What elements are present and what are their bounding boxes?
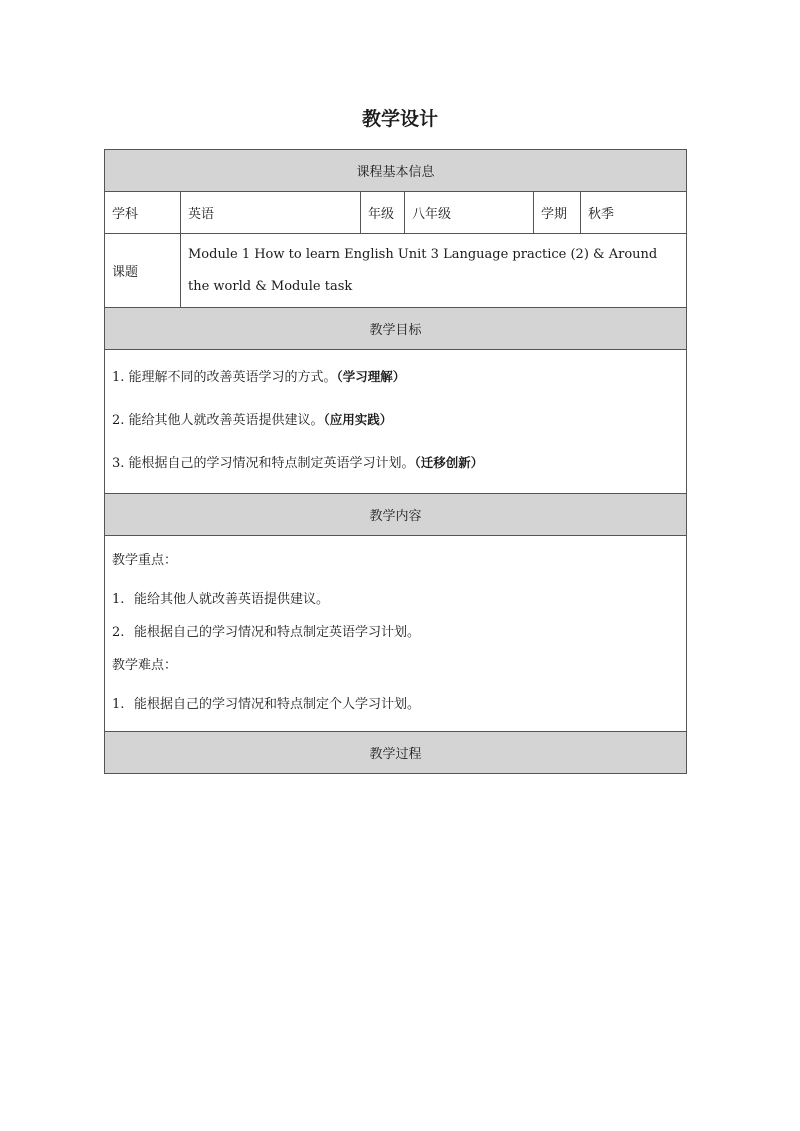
lesson-design-table [104,149,687,774]
info-row [105,192,687,234]
objectives-header-row [105,308,687,350]
difficulty-text: 能根据自己的学习情况和特点制定个人学习计划。 [134,697,421,712]
objective-tag: （学习理解） [336,369,406,384]
term-label: 学期 [534,192,581,234]
basic-info-header: 课程基本信息 [105,150,687,192]
process-header: 教学过程 [105,732,687,774]
objectives-header: 教学目标 [105,308,687,350]
content-body [105,536,687,732]
key-point-number: 2. [112,625,125,640]
key-point-text: 能给其他人就改善英语提供建议。 [134,592,330,607]
key-point-item [112,616,679,649]
key-points-label: 教学重点： [112,553,178,568]
objective-item [112,356,679,399]
objective-item [112,442,679,485]
subject-value: 英语 [181,192,361,234]
difficulty-number: 1. [112,697,125,712]
document-title: 教学设计 [361,108,438,130]
difficulty-item [112,688,679,721]
content-header-row [105,494,687,536]
objective-text: 3. 能根据自己的学习情况和特点制定英语学习计划。 [112,456,415,471]
objective-tag: （应用实践） [323,412,393,427]
grade-value: 八年级 [405,192,534,234]
subject-label: 学科 [105,192,181,234]
key-point-text: 能根据自己的学习情况和特点制定英语学习计划。 [134,625,421,640]
topic-label: 课题 [105,234,181,308]
key-point-number: 1. [112,592,125,607]
basic-info-header-row [105,150,687,192]
key-point-item [112,583,679,616]
topic-row [105,234,687,308]
term-value: 秋季 [581,192,687,234]
objective-tag: （迁移创新） [414,455,484,470]
grade-label: 年级 [361,192,405,234]
objective-text: 2. 能给其他人就改善英语提供建议。 [112,413,324,428]
objectives-list [105,350,687,494]
process-header-row [105,732,687,774]
objectives-row [105,350,687,494]
content-row [105,536,687,732]
objective-item [112,399,679,442]
difficulties-label: 教学难点： [112,658,178,673]
objective-text: 1. 能理解不同的改善英语学习的方式。 [112,370,337,385]
topic-value: Module 1 How to learn English Unit 3 Language practice (2) & Around the world & Module task [181,234,687,308]
content-header: 教学内容 [105,494,687,536]
